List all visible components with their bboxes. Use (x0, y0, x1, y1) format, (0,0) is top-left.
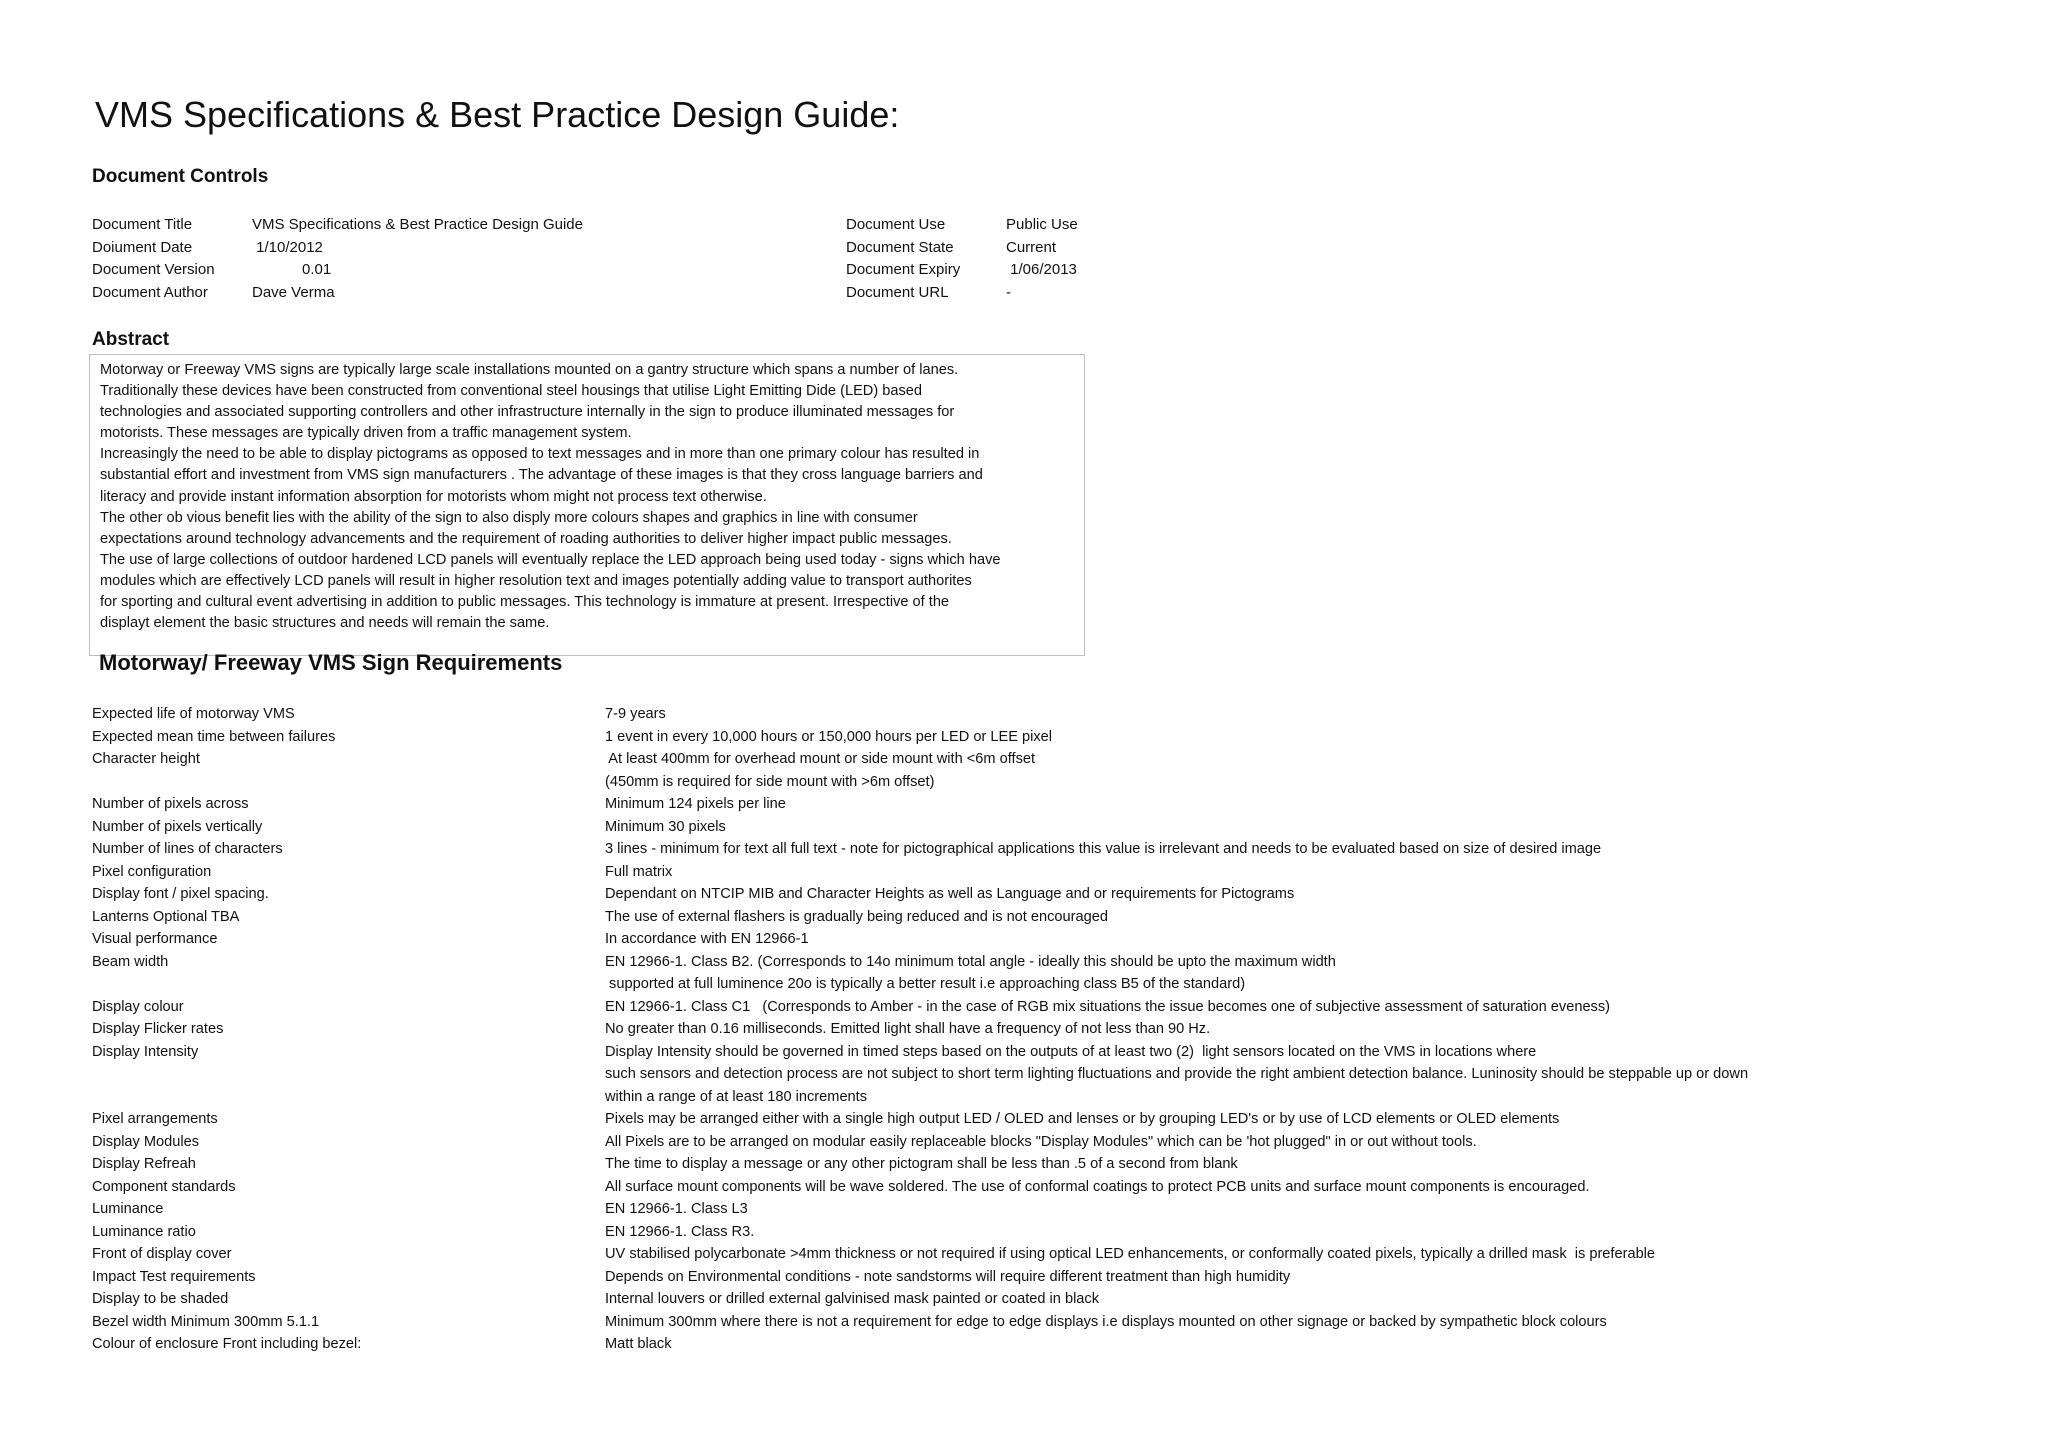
document-controls-heading: Document Controls (92, 166, 269, 187)
meta-value: Current (1006, 238, 1057, 256)
requirement-value (605, 838, 1601, 861)
requirement-label: Display Intensity (92, 1043, 199, 1060)
meta-value: - (1006, 283, 1011, 301)
requirement-value-line: Pixels may be arranged either with a single high output LED / OLED and lenses or by grouping LED's or by use of LCD elements or OLED elements (605, 1111, 1560, 1127)
requirements-table (92, 703, 1748, 1356)
requirement-value (605, 1041, 1748, 1109)
requirement-label: Colour of enclosure Front including bezel: (92, 1336, 362, 1352)
abstract-line: Traditionally these devices have been constructed from conventional steel housings that utilise Light Emitting Dide (LED) based (100, 383, 923, 400)
requirement-row (92, 906, 1748, 929)
requirement-label: Beam width (92, 953, 169, 970)
requirement-row (92, 1333, 1748, 1356)
requirements-heading: Motorway/ Freeway VMS Sign Requirements (99, 650, 563, 675)
requirement-value (605, 1266, 1290, 1289)
requirement-value (605, 1153, 1238, 1176)
requirement-value-line: In accordance with EN 12966-1 (605, 931, 809, 947)
requirement-label: Pixel configuration (92, 863, 212, 880)
meta-value: 1/06/2013 (1006, 261, 1077, 278)
requirement-value-line: Depends on Environmental conditions - note sandstorms will require different treatment than high humidity (605, 1268, 1291, 1285)
requirement-value (605, 1311, 1607, 1334)
requirement-value (605, 1131, 1477, 1154)
requirement-label: Display Refreah (92, 1156, 196, 1172)
requirement-value (605, 928, 809, 951)
requirement-value (605, 726, 1052, 749)
requirement-value (605, 1221, 754, 1244)
abstract-line: Motorway or Freeway VMS signs are typically large scale installations mounted on a gantry structure which spans a number of lanes. (100, 362, 959, 378)
meta-label: Document Expiry (846, 261, 961, 278)
requirement-label: Impact Test requirements (92, 1268, 256, 1285)
requirement-row (92, 883, 1748, 906)
document-controls-left (92, 214, 583, 304)
requirement-row (92, 1131, 1748, 1154)
requirement-row (92, 951, 1748, 996)
page-title: VMS Specifications & Best Practice Design Guide: (95, 94, 900, 135)
requirement-label: Component standards (92, 1178, 236, 1195)
requirement-value (605, 1176, 1590, 1199)
requirement-label: Expected life of motorway VMS (92, 706, 295, 722)
meta-row (92, 214, 583, 237)
requirement-label: Luminance ratio (92, 1223, 196, 1240)
meta-value: Public Use (1006, 216, 1078, 233)
requirement-value-line: EN 12966-1. Class L3 (605, 1201, 748, 1217)
requirement-row (92, 726, 1748, 749)
requirement-value-line: supported at full luminence 20o is typically a better result i.e approaching class B5 of the standard) (605, 976, 1246, 992)
requirement-value (605, 996, 1610, 1019)
requirement-value-line: Minimum 124 pixels per line (605, 796, 786, 812)
requirement-row (92, 1311, 1748, 1334)
requirement-value-line: The time to display a message or any other pictogram shall be less than .5 of a second from blank (605, 1156, 1238, 1172)
meta-value: 1/10/2012 (252, 238, 323, 256)
requirement-row (92, 996, 1748, 1019)
abstract-line: modules which are effectively LCD panels will result in higher resolution text and images potentially adding value to transport authorites (100, 572, 972, 589)
requirement-row (92, 1041, 1748, 1109)
requirement-value-line: All Pixels are to be arranged on modular easily replaceable blocks "Display Modules" which can be 'hot plugged" in or out without tools. (605, 1133, 1477, 1150)
abstract-line: The other ob vious benefit lies with the ability of the sign to also disply more colours shapes and graphics in line with consumer (100, 509, 918, 526)
requirement-label: Display font / pixel spacing. (92, 886, 269, 902)
requirement-value (605, 1243, 1655, 1266)
requirement-value (605, 1018, 1210, 1041)
requirement-row (92, 1018, 1748, 1041)
abstract-line: literacy and provide instant information absorption for motorists whom might not process text otherwise. (100, 488, 767, 505)
meta-label: Document Title (92, 216, 193, 233)
requirement-value (605, 906, 1108, 929)
requirement-label: Display Modules (92, 1133, 200, 1150)
abstract-line: motorists. These messages are typically driven from a traffic management system. (100, 425, 632, 442)
requirement-row (92, 748, 1748, 793)
abstract-text (100, 360, 1001, 634)
requirement-row (92, 793, 1748, 816)
requirement-value (605, 951, 1336, 996)
meta-row (92, 282, 583, 305)
requirement-row (92, 1288, 1748, 1311)
requirement-label: Character height (92, 751, 200, 767)
requirement-label: Front of display cover (92, 1246, 232, 1262)
requirement-label: Number of pixels across (92, 796, 249, 812)
requirement-label: Display colour (92, 998, 184, 1015)
requirement-row (92, 838, 1748, 861)
requirement-row (92, 1153, 1748, 1176)
meta-label: Document Version (92, 261, 215, 278)
requirement-value (605, 1108, 1559, 1131)
requirement-row (92, 1221, 1748, 1244)
requirement-row (92, 1243, 1748, 1266)
requirement-value (605, 748, 1035, 793)
requirement-value-line: Minimum 30 pixels (605, 818, 726, 835)
requirement-value-line: EN 12966-1. Class B2. (Corresponds to 14o minimum total angle - ideally this should be upto the maximum width (605, 953, 1336, 970)
requirement-label: Display to be shaded (92, 1291, 229, 1307)
requirement-value (605, 1198, 748, 1221)
requirement-value-line: At least 400mm for overhead mount or side mount with <6m offset (605, 751, 1036, 767)
meta-row (846, 282, 1078, 305)
meta-row (846, 237, 1078, 260)
requirement-label: Number of lines of characters (92, 841, 283, 857)
requirement-value-line: 7-9 years (605, 706, 666, 722)
meta-value: 0.01 (252, 261, 332, 278)
requirement-label: Bezel width Minimum 300mm 5.1.1 (92, 1313, 320, 1330)
meta-label: Document Author (92, 283, 208, 301)
requirement-row (92, 1108, 1748, 1131)
requirement-label: Visual performance (92, 931, 218, 947)
requirement-value-line: EN 12966-1. Class R3. (605, 1223, 755, 1240)
meta-row (846, 214, 1078, 237)
meta-label: Document Use (846, 216, 946, 233)
requirement-value (605, 861, 672, 884)
abstract-line: for sporting and cultural event advertising in addition to public messages. This technology is immature at present. Irrespective of the (100, 594, 950, 611)
requirement-value (605, 1333, 672, 1356)
document-controls-right (846, 214, 1078, 304)
requirement-value-line: Dependant on NTCIP MIB and Character Heights as well as Language and or requirements for Pictograms (605, 886, 1295, 902)
requirement-value-line: (450mm is required for side mount with >6m offset) (605, 773, 935, 790)
requirement-value-line: Full matrix (605, 863, 673, 880)
meta-label: Document URL (846, 283, 949, 301)
requirement-value (605, 816, 726, 839)
abstract-line: Increasingly the need to be able to display pictograms as opposed to text messages and in more than one primary colour has resulted in (100, 446, 980, 463)
requirement-label: Number of pixels vertically (92, 818, 263, 835)
requirement-value-line: All surface mount components will be wave soldered. The use of conformal coatings to protect PCB units and surface mount components is encouraged. (605, 1178, 1590, 1195)
requirement-value-line: EN 12966-1. Class C1 (Corresponds to Amber - in the case of RGB mix situations the issue becomes one of subjective assessment of saturation eveness) (605, 998, 1611, 1015)
requirement-label: Display Flicker rates (92, 1021, 224, 1037)
requirement-value-line: such sensors and detection process are not subject to short term lighting fluctuations and provide the right ambient detection balance. Luninosity should be steppable up or down (605, 1066, 1749, 1082)
requirement-value-line: UV stabilised polycarbonate >4mm thickness or not required if using optical LED enhancements, or conformally coated pixels, typically a drilled mask is preferable (605, 1246, 1656, 1262)
requirement-label: Expected mean time between failures (92, 728, 336, 745)
requirement-value-line: Internal louvers or drilled external galvinised mask painted or coated in black (605, 1291, 1100, 1307)
requirement-value (605, 703, 666, 726)
requirement-value (605, 1288, 1099, 1311)
requirement-value-line: Matt black (605, 1336, 672, 1352)
requirement-label: Lanterns Optional TBA (92, 908, 240, 925)
meta-label: Document State (846, 238, 954, 256)
abstract-line: technologies and associated supporting controllers and other infrastructure internally in the sign to produce illuminated messages for (100, 404, 955, 421)
abstract-heading: Abstract (92, 329, 170, 350)
requirement-row (92, 928, 1748, 951)
meta-label: Doiument Date (92, 238, 193, 256)
requirement-row (92, 1266, 1748, 1289)
requirement-row (92, 861, 1748, 884)
requirement-row (92, 1176, 1748, 1199)
meta-row (92, 237, 583, 260)
abstract-line: The use of large collections of outdoor hardened LCD panels will eventually replace the LED approach being used today - signs which have (100, 551, 1001, 568)
abstract-line: displayt element the basic structures and needs will remain the same. (100, 615, 550, 632)
requirement-value-line: 1 event in every 10,000 hours or 150,000 hours per LED or LEE pixel (605, 728, 1053, 745)
requirement-value-line: within a range of at least 180 increments (605, 1088, 868, 1105)
abstract-line: substantial effort and investment from VMS sign manufacturers . The advantage of these images is that they cross language barriers and (100, 467, 983, 484)
requirement-value-line: No greater than 0.16 milliseconds. Emitted light shall have a frequency of not less than 90 Hz. (605, 1021, 1211, 1037)
abstract-line: expectations around technology advancements and the requirement of roading authorities to deliver higher impact public messages. (100, 530, 952, 547)
requirement-label: Pixel arrangements (92, 1111, 218, 1127)
requirement-value-line: 3 lines - minimum for text all full text - note for pictographical applications this value is irrelevant and needs to be evaluated based on size of desired image (605, 841, 1602, 857)
meta-value: Dave Verma (252, 283, 335, 301)
requirement-value (605, 793, 786, 816)
requirement-row (92, 703, 1748, 726)
meta-row (846, 259, 1078, 282)
requirement-label: Luminance (92, 1201, 164, 1217)
requirement-value-line: Display Intensity should be governed in timed steps based on the outputs of at least two (2) light sensors located on the VMS in locations where (605, 1043, 1537, 1060)
requirement-row (92, 1198, 1748, 1221)
requirement-value-line: The use of external flashers is gradually being reduced and is not encouraged (605, 908, 1108, 925)
meta-row (92, 259, 583, 282)
requirement-value (605, 883, 1294, 906)
requirement-value-line: Minimum 300mm where there is not a requirement for edge to edge displays i.e displays mounted on other signage or backed by sympathetic block colours (605, 1313, 1607, 1330)
requirement-row (92, 816, 1748, 839)
meta-value: VMS Specifications & Best Practice Design Guide (252, 216, 583, 233)
